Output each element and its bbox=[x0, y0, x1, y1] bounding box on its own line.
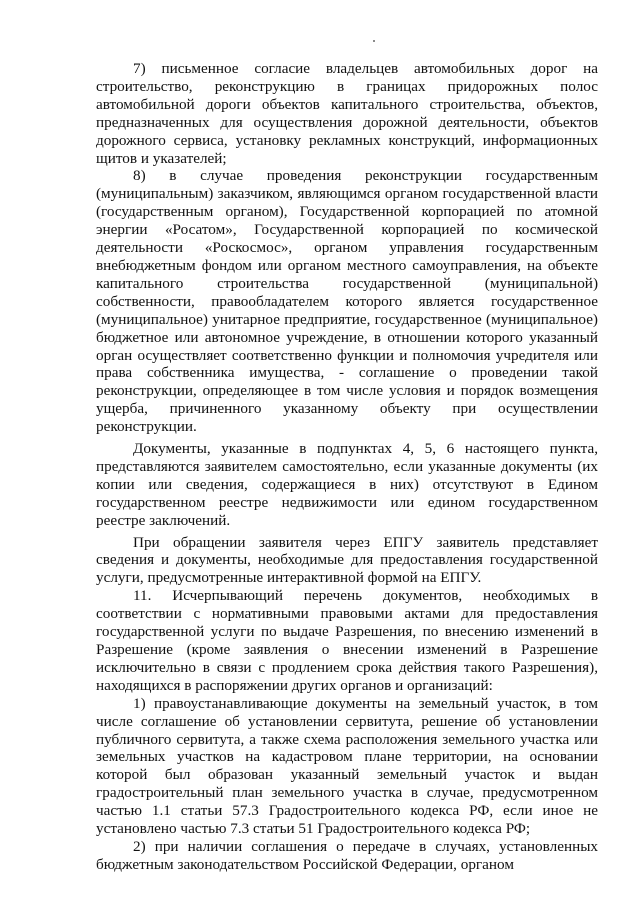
paragraph-item-8: 8) в случае проведения реконструкции государственным (муниципальным) заказчиком, являющимся органом государственной власти (государственным органом), Государственной корпорацией по атомной энергии «Росатом», Государственной корпорацией по космической деятельности «Роскосмос», органом управления государственным внебюджетным фондом или органом местного самоуправления, на объекте капитального строительства государственной (муниципальной) собственности, правообладателем которого является государственное (муниципальное) унитарное предприятие, государственное (муниципальное) бюджетное или автономное учреждение, в отношении которого указанный орган осуществляет соответственно функции и полномочия учредителя или права собственника имущества, - соглашение о проведении такой реконструкции, определяющее в том числе условия и порядок возмещения ущерба, причиненного указанному объекту при осуществлении реконструкции. bbox=[96, 167, 598, 436]
paragraph-item-1: 1) правоустанавливающие документы на земельный участок, в том числе соглашение об установлении сервитута, решение об установлении публичного сервитута, а также схема расположения земельного участка или земельных участков на кадастровом плане территории, на основании которой был образован указанный земельный участок и выдан градостроительный план земельного участка в случае, предусмотренном частью 1.1 статьи 57.3 Градостроительного кодекса РФ, если иное не установлено частью 7.3 статьи 51 Градостроительного кодекса РФ; bbox=[96, 694, 598, 838]
paragraph-section-11: 11. Исчерпывающий перечень документов, необходимых в соответствии с нормативными правовыми актами для предоставления государственной услуги по выдаче Разрешения, по внесению изменений в Разрешение (кроме заявления о внесении изменений в Разрешение исключительно в связи с продлением срока действия такого Разрешения), находящихся в распоряжении других органов и организаций: bbox=[96, 587, 598, 694]
paragraph-item-2: 2) при наличии соглашения о передаче в случаях, установленных бюджетным законодательством Российской Федерации, органом bbox=[96, 837, 598, 873]
scan-speck bbox=[373, 40, 375, 42]
paragraph-documents-note: Документы, указанные в подпунктах 4, 5, 6 настоящего пункта, представляются заявителем самостоятельно, если указанные документы (их копии или сведения, содержащиеся в них) отсутствуют в Едином государственном реестре недвижимости или едином государственном реестре заключений. bbox=[96, 440, 598, 529]
document-body bbox=[96, 60, 598, 874]
paragraph-item-7: 7) письменное согласие владельцев автомобильных дорог на строительство, реконструкцию в границах придорожных полос автомобильной дороги объектов капитального строительства, объектов, предназначенных для осуществления дорожной деятельности, объектов дорожного сервиса, установку рекламных конструкций, информационных щитов и указателей; bbox=[96, 60, 598, 167]
paragraph-epgu: При обращении заявителя через ЕПГУ заявитель представляет сведения и документы, необходимые для предоставления государственной услуги, предусмотренные интерактивной формой на ЕПГУ. bbox=[96, 533, 598, 587]
